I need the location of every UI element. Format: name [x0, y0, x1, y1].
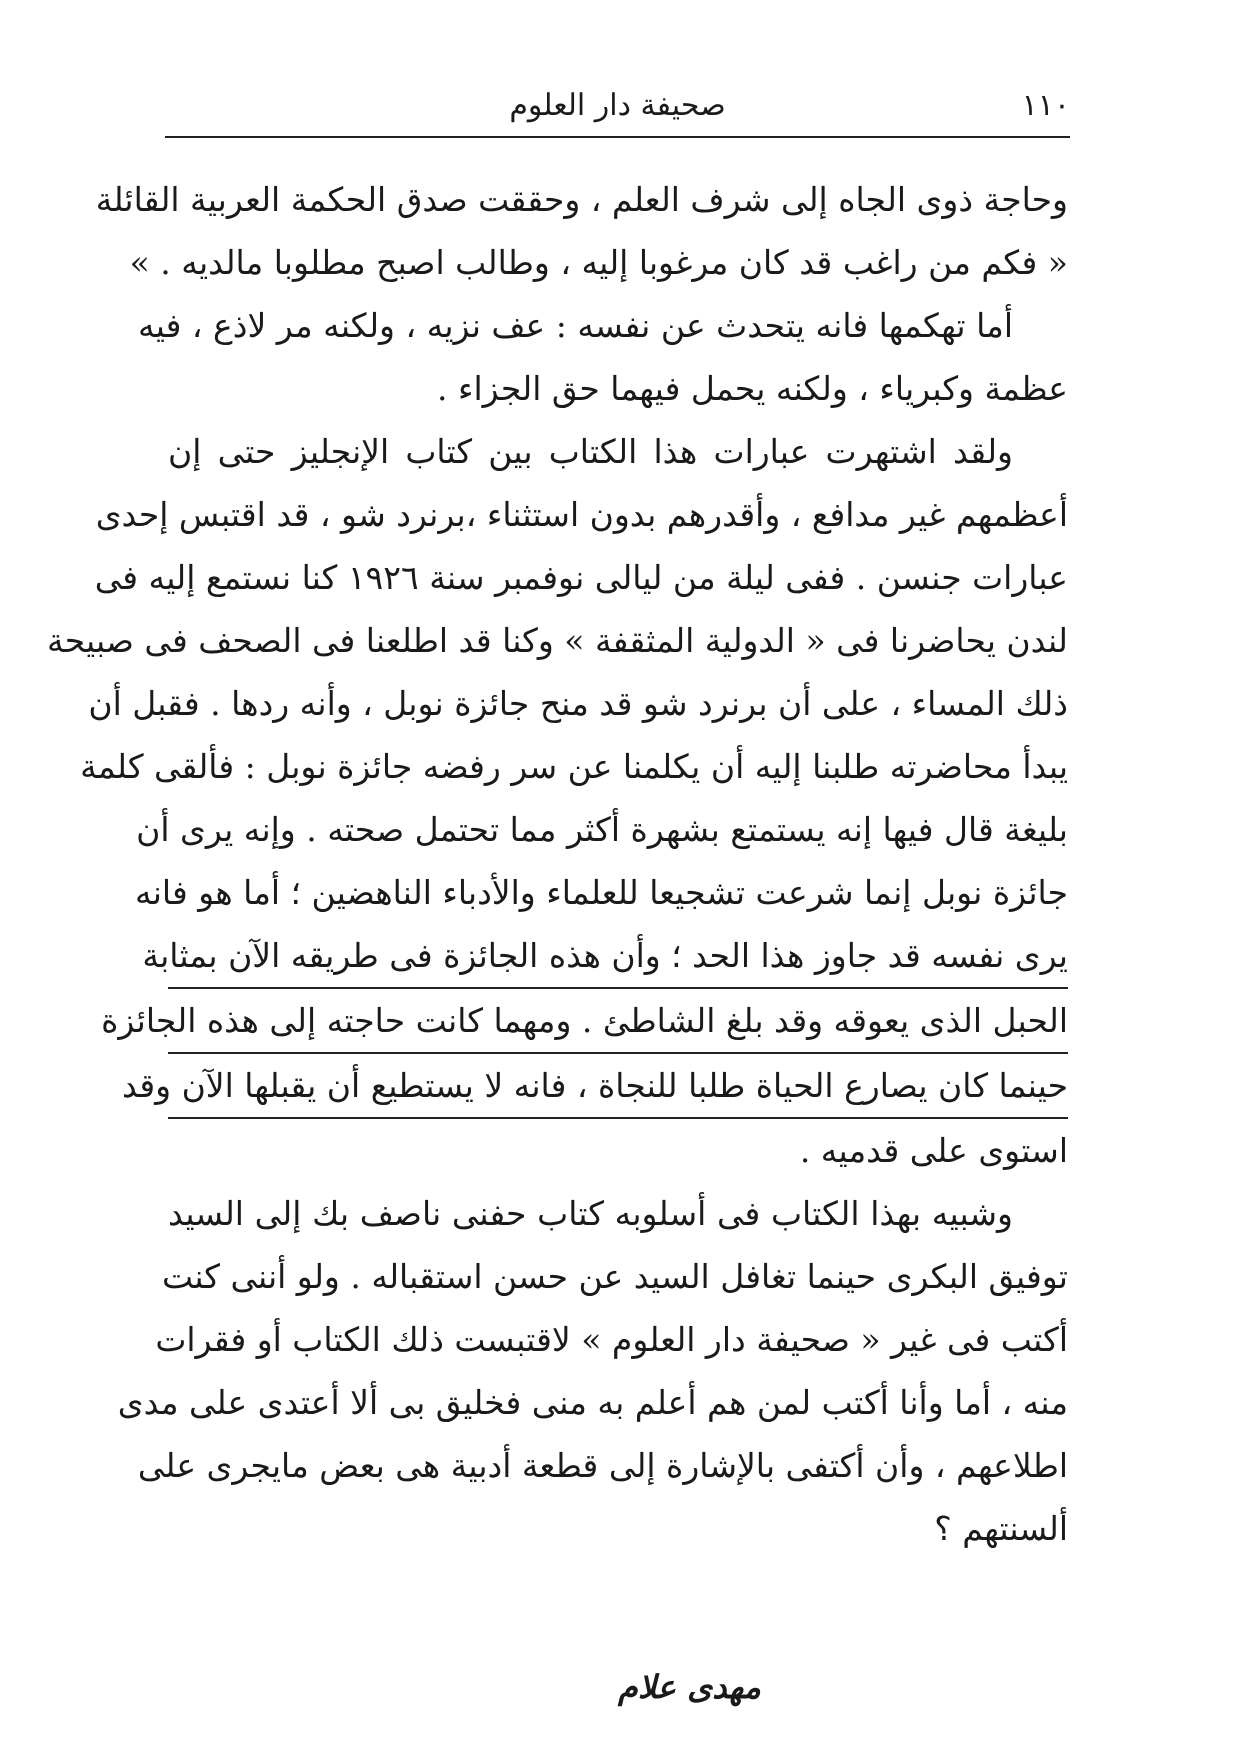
- text-line: لندن يحاضرنا فى « الدولية المثقفة » وكنا قد اطلعنا فى الصحف فى صبيحة: [47, 621, 1068, 660]
- text-line: أكتب فى غير « صحيفة دار العلوم » لاقتبست ذلك الكتاب أو فقرات: [155, 1320, 1068, 1359]
- text-line: أما تهكمها فانه يتحدث عن نفسه : عف نزيه ، ولكنه مر لاذع ، فيه: [138, 306, 1013, 345]
- text-line: جائزة نوبل إنما شرعت تشجيعا للعلماء والأدباء الناهضين ؛ أما هو فانه: [135, 873, 1068, 912]
- text-line: منه ، أما وأنا أكتب لمن هم أعلم به منى فخليق بى ألا أعتدى على مدى: [117, 1383, 1068, 1422]
- text-line: يرى نفسه قد جاوز هذا الحد ؛ وأن هذه الجائزة فى طريقه الآن بمثابة: [168, 924, 1068, 989]
- author-signature: مهدى علام: [618, 1668, 761, 1706]
- text-line: ألسنتهم ؟: [934, 1509, 1068, 1548]
- running-title: صحيفة دار العلوم: [509, 88, 726, 123]
- text-line: عظمة وكبرياء ، ولكنه يحمل فيهما حق الجزاء .: [437, 369, 1068, 408]
- text-line: ذلك المساء ، على أن برنرد شو قد منح جائزة نوبل ، وأنه ردها . فقبل أن: [88, 684, 1068, 723]
- text-line: استوى على قدميه .: [799, 1131, 1068, 1170]
- header-rule: [165, 136, 1070, 138]
- page-number: ١١٠: [1021, 88, 1070, 123]
- page-header: [165, 88, 1070, 128]
- text-line: أعظمهم غير مدافع ، وأقدرهم بدون استثناء ،برنرد شو ، قد اقتبس إحدى: [95, 495, 1068, 534]
- text-line: وشبيه بهذا الكتاب فى أسلوبه كتاب حفنى ناصف بك إلى السيد: [168, 1194, 1013, 1233]
- text-line: الحبل الذى يعوقه وقد بلغ الشاطئ . ومهما كانت حاجته إلى هذه الجائزة: [168, 989, 1068, 1054]
- text-line: وحاجة ذوى الجاه إلى شرف العلم ، وحققت صدق الحكمة العربية القائلة: [95, 180, 1068, 219]
- text-line: اطلاعهم ، وأن أكتفى بالإشارة إلى قطعة أدبية هى بعض مايجرى على: [137, 1446, 1068, 1485]
- text-line: بليغة قال فيها إنه يستمتع بشهرة أكثر مما تحتمل صحته . وإنه يرى أن: [136, 810, 1068, 849]
- text-line: يبدأ محاضرته طلبنا إليه أن يكلمنا عن سر رفضه جائزة نوبل : فألقى كلمة: [80, 747, 1068, 786]
- text-line: ولقد اشتهرت عبارات هذا الكتاب بين كتاب الإنجليز حتى إن: [168, 432, 1013, 471]
- body-text: [47, 168, 1068, 1560]
- text-line: عبارات جنسن . ففى ليلة من ليالى نوفمبر سنة ١٩٢٦ كنا نستمع إليه فى: [94, 558, 1068, 597]
- text-line: توفيق البكرى حينما تغافل السيد عن حسن استقباله . ولو أننى كنت: [161, 1257, 1068, 1296]
- text-line: « فكم من راغب قد كان مرغوبا إليه ، وطالب اصبح مطلوبا مالديه . »: [129, 243, 1068, 282]
- text-line: حينما كان يصارع الحياة طلبا للنجاة ، فانه لا يستطيع أن يقبلها الآن وقد: [168, 1054, 1068, 1119]
